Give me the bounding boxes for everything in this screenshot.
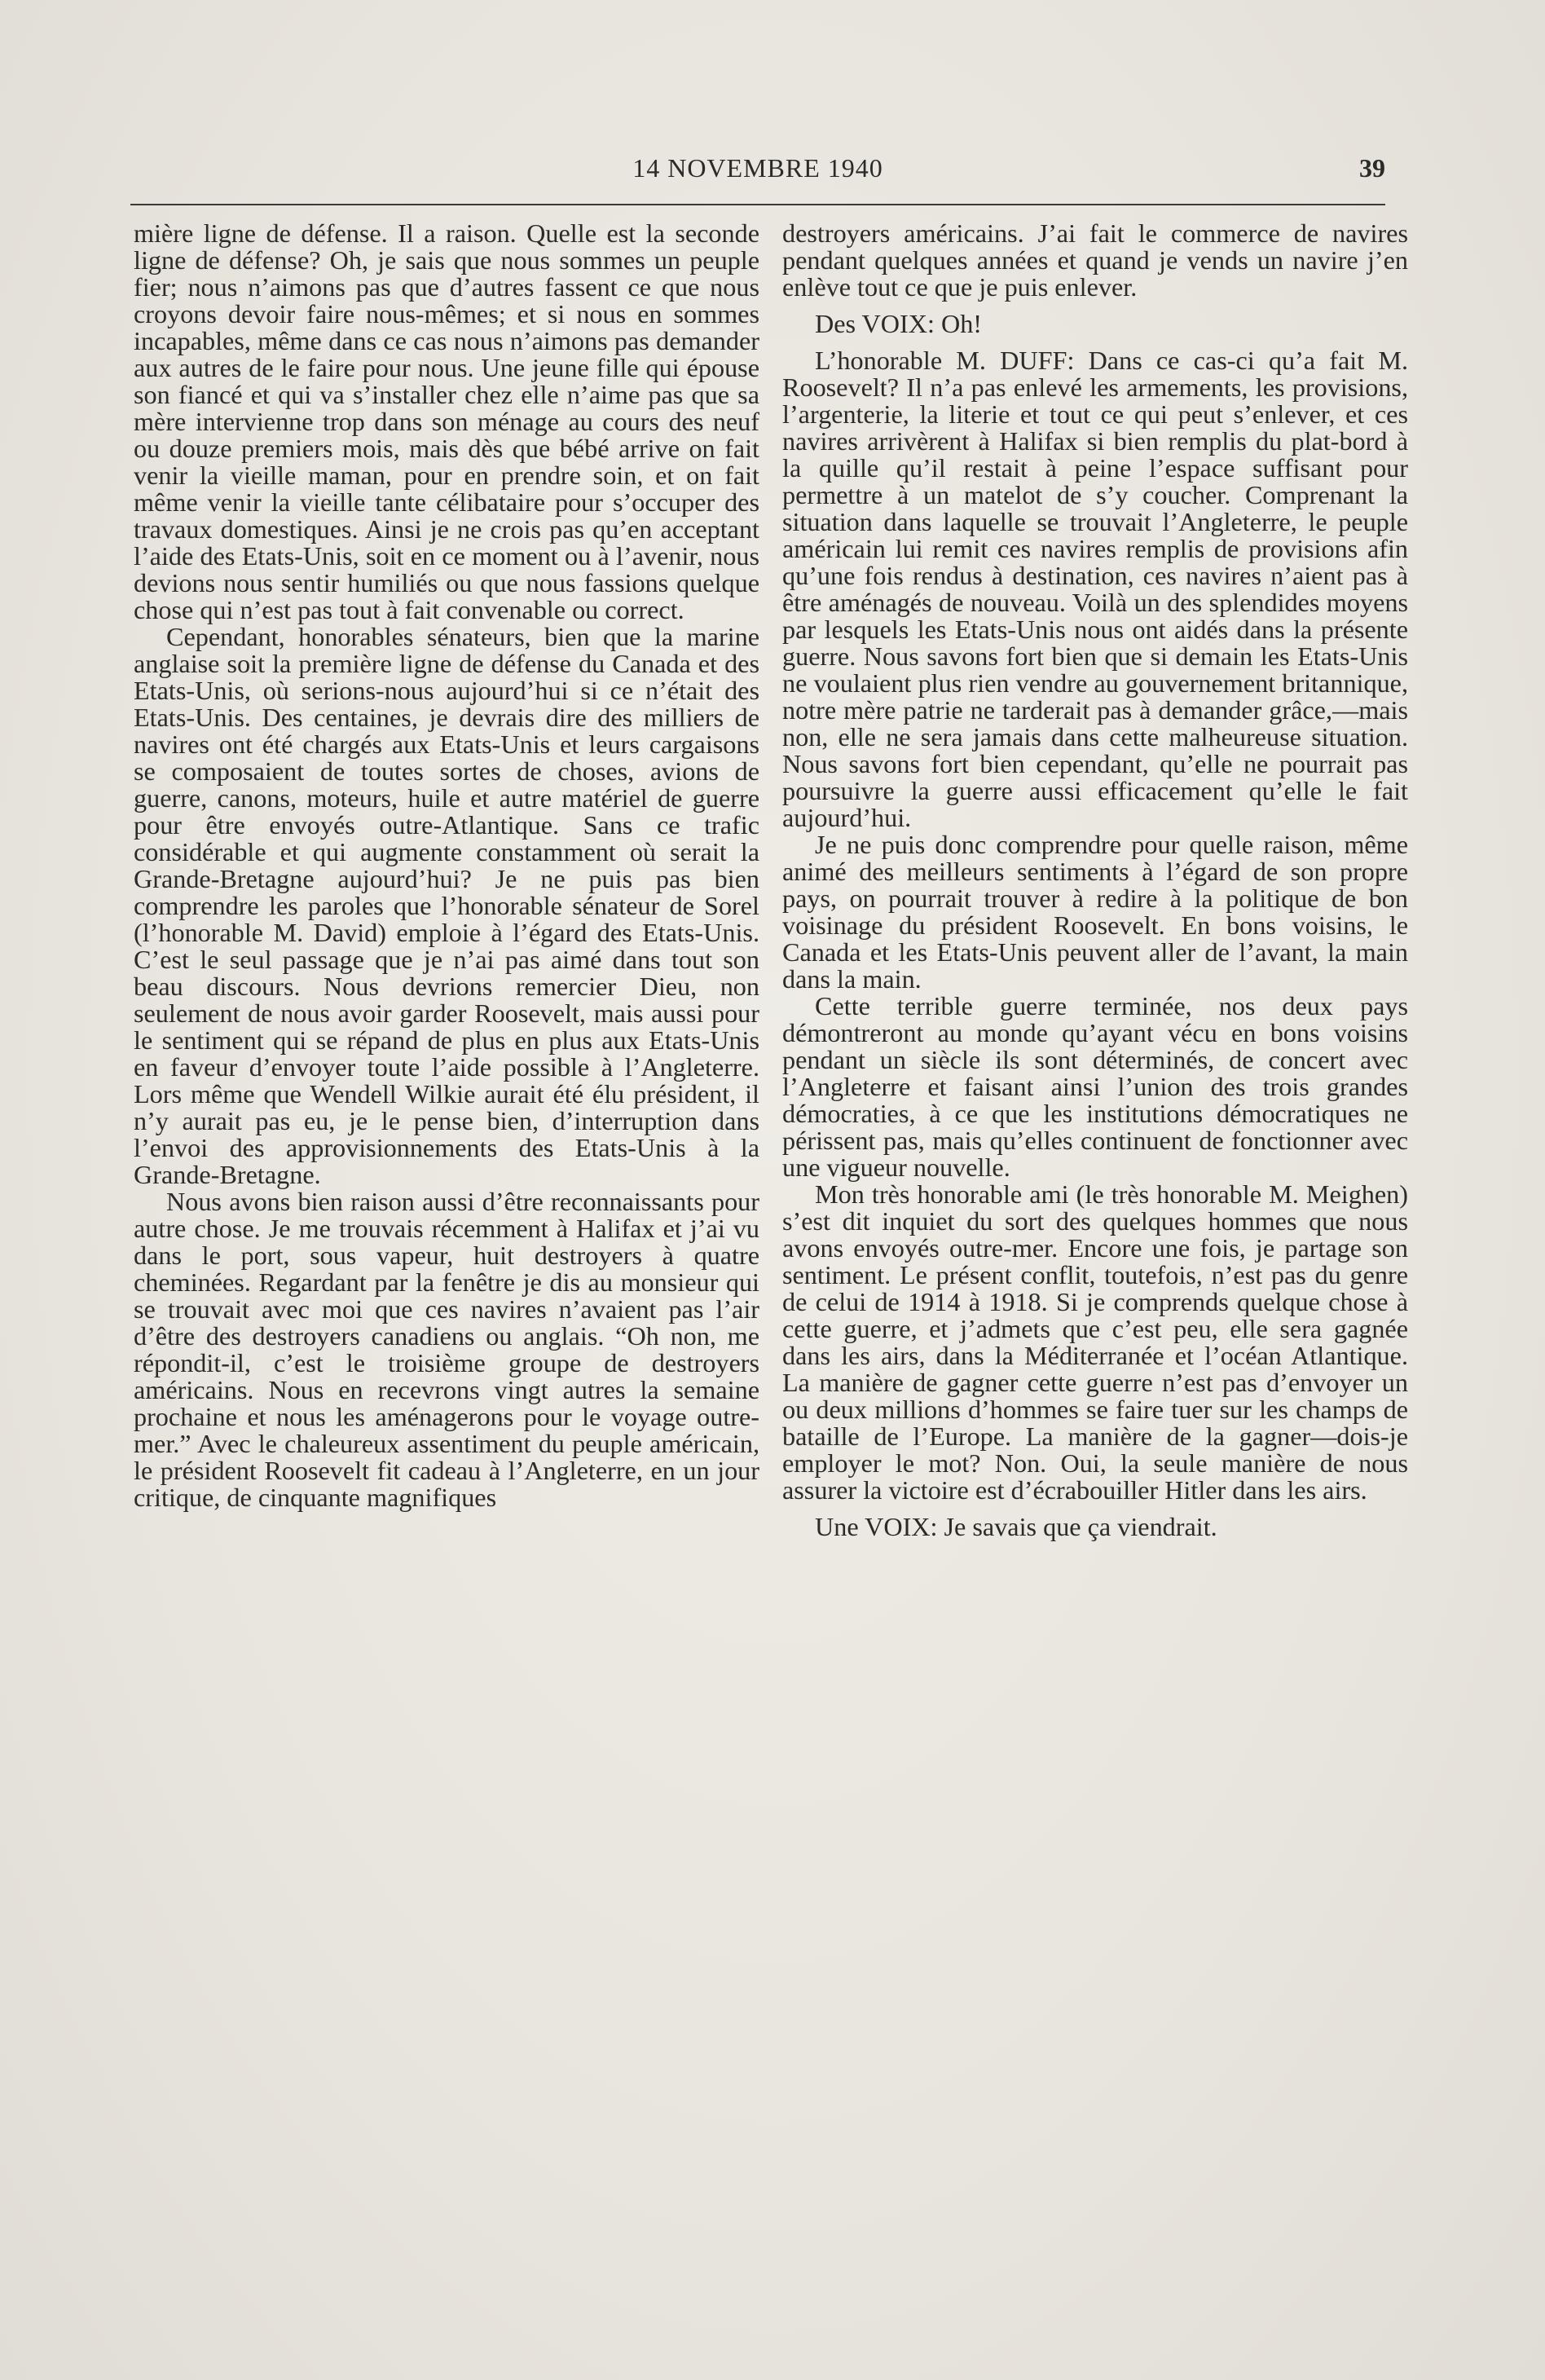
right-column	[782, 220, 1408, 1540]
page-number: 39	[1359, 153, 1385, 183]
paragraph: Nous avons bien raison aussi d’être reconnaissants pour autre chose. Je me trouvais récemment à Halifax et j’ai vu dans le port, sous vapeur, huit destroyers à quatre cheminées. Regardant par la fenêtre je dis au monsieur qui se trouvait avec moi que ces navires n’avaient pas l’air d’être des destroyers canadiens ou anglais. “Oh non, me répondit-il, c’est le troisième groupe de destroyers américains. Nous en recevrons vingt autres la semaine prochaine et nous les aménagerons pour le voyage outre-mer.” Avec le chaleureux assentiment du peuple américain, le président Roosevelt fit cadeau à l’Angleterre, en un jour critique, de cinquante magnifiques	[134, 1187, 759, 1512]
paragraph: L’honorable M. DUFF: Dans ce cas-ci qu’a fait M. Roosevelt? Il n’a pas enlevé les armements, les provisions, l’argenterie, la literie et tout ce qui peut s’enlever, et ces navires arrivèrent à Halifax si bien remplis du plat-bord à la quille qu’il restait à peine l’espace suffisant pour permettre à un matelot de s’y coucher. Comprenant la situation dans laquelle se trouvait l’Angleterre, le peuple américain lui remit ces navires remplis de provisions afin qu’une fois rendus à destination, ces navires n’aient pas à être aménagés de nouveau. Voilà un des splendides moyens par lesquels les Etats-Unis nous ont aidés dans la présente guerre. Nous savons fort bien que si demain les Etats-Unis ne voulaient plus rien vendre au gouvernement britannique, notre mère patrie ne tarderait pas à demander grâce,—mais non, elle ne sera jamais dans cette malheureuse situation. Nous savons fort bien cependant, qu’elle ne pourrait pas poursuivre la guerre aussi efficacement qu’elle le fait aujourd’hui.	[782, 346, 1408, 832]
paragraph: Je ne puis donc comprendre pour quelle raison, même animé des meilleurs sentiments à l’égard de son propre pays, on pourrait trouver à redire à la politique de bon voisinage du président Roosevelt. En bons voisins, le Canada et les Etats-Unis peuvent aller de l’avant, la main dans la main.	[782, 830, 1408, 994]
header-rule	[130, 204, 1385, 205]
paragraph: mière ligne de défense. Il a raison. Quelle est la seconde ligne de défense? Oh, je sais que nous sommes un peuple fier; nous n’aimons pas que d’autres fassent ce que nous croyons devoir faire nous-mêmes; et si nous en sommes incapables, même dans ce cas nous n’aimons pas demander aux autres de le faire pour nous. Une jeune fille qui épouse son fiancé et qui va s’installer chez elle n’aime pas que sa mère intervienne trop dans son ménage au cours des neuf ou douze premiers mois, mais dès que bébé arrive on fait venir la vieille maman, pour en prendre soin, et on fait même venir la vieille tante célibataire pour s’occuper des travaux domestiques. Ainsi je ne crois pas qu’en acceptant l’aide des Etats-Unis, soit en ce moment ou à l’avenir, nous devions nous sentir humiliés ou que nous fassions quelque chose qui n’est pas tout à fait convenable ou correct.	[134, 218, 759, 624]
paragraph: Cependant, honorables sénateurs, bien que la marine anglaise soit la première ligne de défense du Canada et des Etats-Unis, où serions-nous aujourd’hui si ce n’était des Etats-Unis. Des centaines, je devrais dire des milliers de navires ont été chargés aux Etats-Unis et leurs cargaisons se composaient de toutes sortes de choses, avions de guerre, canons, moteurs, huile et autre matériel de guerre pour être envoyés outre-Atlantique. Sans ce trafic considérable et qui augmente constamment où serait la Grande-Bretagne aujourd’hui? Je ne puis pas bien comprendre les paroles que l’honorable sénateur de Sorel (l’honorable M. David) emploie à l’égard des Etats-Unis. C’est le seul passage que je n’ai pas aimé dans tout son beau discours. Nous devrions remercier Dieu, non seulement de nous avoir garder Roosevelt, mais aussi pour le sentiment qui se répand de plus en plus aux Etats-Unis en faveur d’envoyer toute l’aide possible à l’Angleterre. Lors même que Wendell Wilkie aurait été élu président, il n’y aurait pas eu, je le pense bien, d’interruption dans l’envoi des approvisionnements des Etats-Unis à la Grande-Bretagne.	[134, 622, 759, 1189]
paragraph: destroyers américains. J’ai fait le commerce de navires pendant quelques années et quand je vends un navire j’en enlève tout ce que je puis enlever.	[782, 218, 1408, 302]
left-column	[134, 220, 759, 1511]
page-header-date: 14 NOVEMBRE 1940	[632, 153, 883, 183]
paragraph: Mon très honorable ami (le très honorable M. Meighen) s’est dit inquiet du sort des quelques hommes que nous avons envoyés outre-mer. Encore une fois, je partage son sentiment. Le présent conflit, toutefois, n’est pas du genre de celui de 1914 à 1918. Si je comprends quelque chose à cette guerre, et j’admets que c’est peu, elle sera gagnée dans les airs, dans la Méditerranée et l’océan Atlantique. La manière de gagner cette guerre n’est pas d’envoyer un ou deux millions d’hommes se faire tuer sur les champs de bataille de l’Europe. La manière de la gagner—dois-je employer le mot? Non. Oui, la seule manière de nous assurer la victoire est d’écrabouiller Hitler dans les airs.	[782, 1179, 1408, 1505]
speaker-interjection: Une VOIX: Je savais que ça viendrait.	[815, 1512, 1217, 1541]
speaker-interjection: Des VOIX: Oh!	[815, 309, 983, 338]
running-head	[130, 153, 1385, 194]
paragraph: Cette terrible guerre terminée, nos deux pays démontreront au monde qu’ayant vécu en bons voisins pendant un siècle ils sont déterminés, de concert avec l’Angleterre et faisant ainsi l’union des trois grandes démocraties, à ce que les institutions démocratiques ne périssent pas, mais qu’elles continuent de fonctionner avec une vigueur nouvelle.	[782, 991, 1408, 1182]
